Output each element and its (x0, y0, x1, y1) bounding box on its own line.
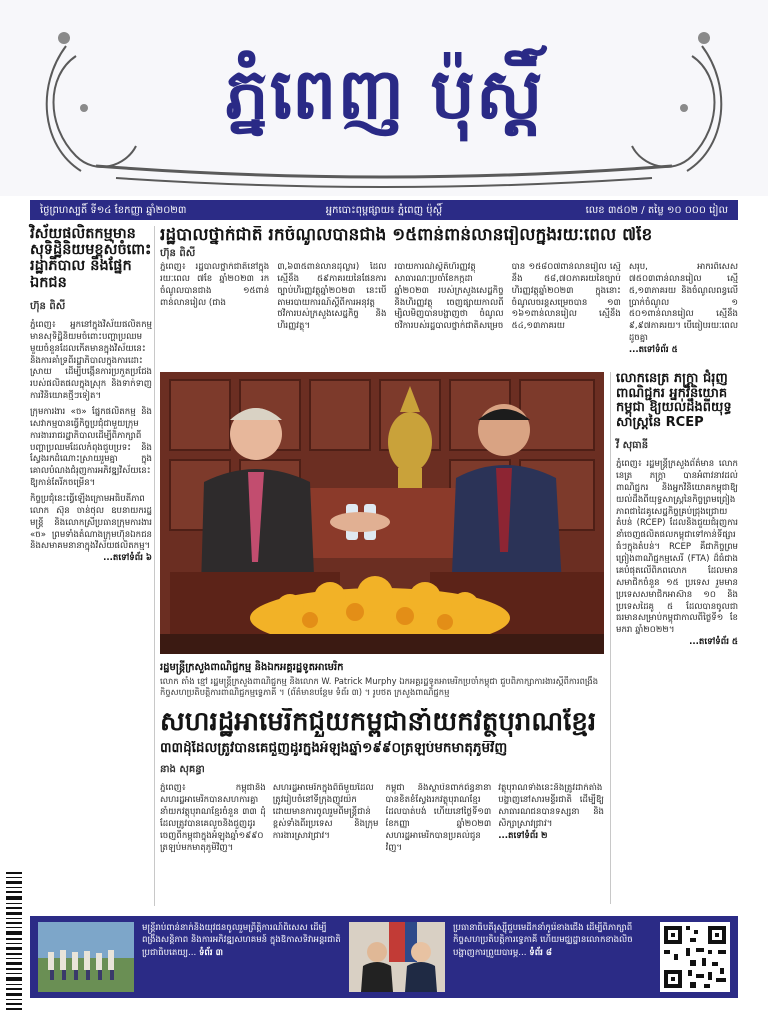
top-story-columns (160, 262, 738, 366)
second-story (160, 708, 604, 908)
left-story-paragraph: ក្រុមការងារ «ច» ផ្នែក​ផលិតកម្ម និង​សេវាកម្ម​បាន​ធ្វើ​កិច្ចប្រជុំ​ជាមួយ​ក្រុមការងារ​រាជរដ្ឋាភិបាល​ដើម្បី​ពិភាក្សា​ពី​បញ្ហា​ប្រឈម​ដែល​កំពុង​ជួប​ប្រទះ និង​ស្វែងរក​ដំណោះស្រាយ​រួមគ្នា ក្នុង​គោលបំណង​ជំរុញ​ការ​អភិវឌ្ឍ​វិស័យ​នេះ​ឱ្យ​កាន់តែ​រីកចម្រើន។ (30, 406, 152, 489)
second-story-column: កម្ពុជា និង​ស្ថាប័ន​ពាក់ព័ន្ធ​នានា​បាន​ខិតខំ​ស្វែងរក​វត្ថុបុរាណ​ខ្មែរ​ដែល​បាត់បង់ ហើយ​នៅ​ថ្ងៃទី១៣ ខែកញ្ញា ឆ្នាំ២០២៣ សហរដ្ឋអាមេរិក​បាន​ប្រគល់​ជូន​វិញ។ (385, 783, 492, 853)
issue-date: ថ្ងៃព្រហស្បតិ៍ ទី១៤ ខែកញ្ញា ឆ្នាំ២០២៣ (40, 204, 187, 216)
top-story-column: ៣,៦៣៥ពាន់លានដុល្លារ) ដែល​ស្មើនឹង ៥៩ភាគរយ​នៃ​ផែនការ​ច្បាប់​ហិរញ្ញវត្ថុ​ឆ្នាំ២០២៣ នេះ​បើ​តាម​របាយការណ៍​ស្ដីពី​ការ​អនុវត្ត​ថវិកា​របស់​ក្រសួង​សេដ្ឋកិច្ច និង​ហិរញ្ញវត្ថុ។ (277, 262, 387, 332)
left-story (30, 226, 152, 906)
top-story-column: បាន ១៥៨០៧ពាន់លានរៀល ស្មើនឹង ៥៨,៧០ភាគរយ​នៃ​ច្បាប់​ហិរញ្ញវត្ថុ​ឆ្នាំ២០២៣ ក្នុង​នោះ​ចំណូល​ចរន្ត​សម្រេច​បាន ១៣ ១៦១ពាន់លានរៀល ស្មើនឹង ៥៤,១៣ភាគរយ (511, 262, 621, 332)
footer-item-1[interactable] (142, 922, 341, 992)
ceremony-thumbnail (38, 922, 134, 992)
second-story-column: ភ្នំពេញ៖ កម្ពុជា​និង​សហរដ្ឋអាមេរិក​បាន​សហការ​គ្នា​នាំ​យក​វត្ថុបុរាណ​ខ្មែរ​ចំនួន ៣៣ ដុំ ដែល​ត្រូវ​បាន​គេ​លួច​និង​ជួញដូរ​ចេញ​ពី​កម្ពុជា​ក្នុង​អំឡុង​ឆ្នាំ១៩៩០ ត្រឡប់​មក​មាតុភូមិ​វិញ។ (160, 783, 266, 853)
right-story-continued-link[interactable]: ...តទៅទំព័រ ៥ (689, 637, 738, 648)
qr-code-icon[interactable] (660, 922, 730, 992)
right-story (616, 372, 738, 904)
top-story-column: របាយការណ៍​ស្ថិតិ​ហិរញ្ញវត្ថុ​សាធារណៈ​ប្រចាំ​ខែកក្កដា ឆ្នាំ២០២៣ របស់​ក្រសួង​សេដ្ឋកិច្ច និង​ហិរញ្ញវត្ថុ ចេញ​ផ្សាយ​កាលពី​ម្សិលមិញ​បាន​បង្ហាញ​ថា ចំណូល​ថវិកា​របស់​រដ្ឋបាលថ្នាក់ជាតិ​សម្រេច (394, 262, 504, 332)
date-bar (30, 200, 738, 220)
footer-item-1-link[interactable]: ទំព័រ ៣ (198, 947, 223, 958)
meeting-photo-image (160, 372, 604, 654)
top-story-headline[interactable]: រដ្ឋបាលថ្នាក់ជាតិ រកចំណូលបានជាង ១៥ពាន់ពាន់លានរៀលក្នុងរយៈពេល ៧ខែ (160, 226, 653, 245)
footer-item-2-text: ប្រធានាធិបតីរុស្ស៊ី​ជួប​មេដឹកនាំ​កូរ៉េខាងជើង ដើម្បី​ពិភាក្សា​ពី​កិច្ចសហប្រតិបត្តិការ​ទ្វេភាគី ហើយ​មជ្ឈដ្ឋាន​លោកខាងលិច​បង្ហាញ​ការ​ព្រួយបារម្ភ... (453, 923, 633, 958)
barcode-icon (4, 868, 24, 1014)
second-story-columns (160, 783, 604, 887)
top-story-column: ភ្នំពេញ៖ រដ្ឋបាលថ្នាក់ជាតិ​នៅ​ក្នុង​រយៈពេល ៧ខែ ឆ្នាំ២០២៣ រកចំណូល​បាន​ជាង ១៥ពាន់ពាន់លានរៀល (ជាង (160, 262, 270, 308)
second-story-continued-link[interactable]: ...តទៅទំព័រ ២ (498, 830, 548, 841)
left-story-headline[interactable]: វិស័យ​ផលិតកម្ម​មាន​សុទិដ្ឋិនិយម​ខ្ពស់​ចំពោះ​រដ្ឋាភិបាល និង​ផ្នែក​ឯកជន (30, 226, 152, 291)
footer-thumbnail-1[interactable] (38, 922, 134, 992)
footer-band (30, 916, 738, 998)
qr-code-graphic (660, 922, 730, 992)
right-story-body: ភ្នំពេញ៖ រដ្ឋមន្ត្រី​ក្រសួង​ព័ត៌មាន លោក នេត្រ ភក្ត្រា បាន​អំពាវនាវ​ដល់​ពាណិជ្ជករ និង​អ្នក​វិនិយោគ​កម្ពុជា​ឱ្យ​យល់ដឹង​ពី​យុទ្ធសាស្ត្រ​នៃ​កិច្ចព្រមព្រៀង​ភាពជាដៃគូ​សេដ្ឋកិច្ច​គ្រប់ជ្រុងជ្រោយ​តំបន់ (RCEP) ដែល​និង​ជួយ​ជំរុញ​ការ​នាំចេញ​ផលិតផល​កម្ពុជា​ទៅ​កាន់​ទីផ្សារ​ធំៗ​ក្នុង​តំបន់។ RCEP គឺ​ជា​កិច្ចព្រមព្រៀង​ពាណិជ្ជកម្ម​សេរី (FTA) ដ៏​ធំ​ជាង​គេ​បំផុត​លើ​ពិភពលោក ដែល​មាន​សមាជិក​ចំនួន ១៥ ប្រទេស រួមមាន​ប្រទេស​សមាជិក​អាស៊ាន ១០ និង​ប្រទេស​ដៃគូ ៥ ដែល​បាន​ចូល​ជា​ធរមាន​សម្រាប់​កម្ពុជា​កាលពី​ថ្ងៃទី១ ខែមករា ឆ្នាំ២០២២។ (616, 459, 738, 636)
second-story-column: វត្ថុបុរាណ​ទាំង​នេះ​នឹង​ត្រូវ​ដាក់​តាំង​បង្ហាញ​នៅ​សារមន្ទីរ​ជាតិ ដើម្បី​ឱ្យ​សាធារណជន​បាន​ទស្សនា និង​សិក្សា​ស្រាវជ្រាវ។ (498, 783, 604, 829)
issue-price: លេខ ៣៥០២ / តម្លៃ ១០ ០០០ រៀល (585, 204, 728, 216)
footer-item-2[interactable] (453, 922, 652, 992)
second-story-headline[interactable]: សហរដ្ឋអាមេរិកជួយកម្ពុជានាំយកវត្ថុបុរាណខ្មែរ (160, 708, 597, 737)
column-divider (154, 226, 155, 906)
footer-item-2-link[interactable]: ទំព័រ ៨ (529, 947, 552, 958)
left-story-byline: ហ៊ុន ពិសី (30, 300, 66, 312)
left-story-paragraph: ភ្នំពេញ៖ អ្នក​នៅ​ក្នុង​វិស័យ​ផលិតកម្ម​មាន​សុទិដ្ឋិនិយម​ចំពោះ​បញ្ហា​ប្រឈម​មួយ​ចំនួន​ដែល​កើត​មាន​ក្នុង​វិស័យ​នេះ និង​ការ​គាំទ្រ​ពី​រដ្ឋាភិបាល​ក្នុង​ការ​ដោះស្រាយ ដើម្បី​បង្កើន​ការ​ប្រកួតប្រជែង​របស់​ផលិតផល​ក្នុងស្រុក និង​ទាក់ទាញ​ការ​វិនិយោគ​ថ្មីៗ​ទៀត។ (30, 319, 152, 402)
right-story-byline: វី សុធានី (616, 440, 649, 452)
second-story-byline: នាង សុគន្ធា (160, 764, 205, 776)
footer-item-1-text: មន្ត្រី​រាប់ពាន់​នាក់​និង​យុវជន​ចូលរួម​ព្រឹត្តិការណ៍​ពិសេស ដើម្បី​ពង្រឹង​សន្តិភាព និង​ការ​អភិវឌ្ឍ​សហគមន៍ ក្នុង​ឱកាស​ទិវា​អន្តរជាតិ​ប្រជាធិបតេយ្យ... (142, 923, 341, 958)
meeting-photo[interactable] (160, 372, 604, 654)
right-story-headline[interactable]: លោកនេត្រ ភក្ត្រា ជំរុញពាណិជ្ជករ អ្នកវិនិយោគកម្ពុជា ឱ្យយល់ដឹងពីយុទ្ធសាស្ត្រនៃ RCEP (616, 371, 732, 430)
photo-caption-title: រដ្ឋមន្ត្រីក្រសួងពាណិជ្ជកម្ម និងឯកអគ្គរដ្ឋទូតអាមេរិក (160, 662, 344, 673)
leaders-thumbnail (349, 922, 445, 992)
publisher-line: អ្នកបោះពុម្ពផ្សាយ៖ ភ្នំពេញ ប៉ុស្តិ៍ (325, 204, 443, 216)
top-story-byline: ហ៊ុន ពិសី (160, 248, 196, 259)
top-story-column: សរុប, អាករ​ពិសេស ៧៥០៣ពាន់លានរៀល ស្មើ ៥,១៣ភាគរយ និង​ចំណូល​ពន្ធ​លើ​ប្រាក់ចំណូល ១ ៥០១ពាន់លានរៀល ស្មើនឹង ៩,៩៧ភាគរយ។ បើ​ធៀប​រយៈពេល​ដូចគ្នា (628, 262, 739, 344)
left-story-paragraph: កិច្ចប្រជុំ​នេះ​ធ្វើ​ឡើង​ក្រោម​អធិបតីភាព​លោក ស៊ុន ចាន់ថុល ឧបនាយករដ្ឋមន្ត្រី និង​លោក​ស្រី​ប្រធាន​ក្រុមការងារ «ច» ព្រមទាំង​តំណាង​ក្រុមហ៊ុន​ឯកជន និង​សមាគម​នានា​ក្នុង​វិស័យ​ផលិតកម្ម។ (30, 493, 152, 552)
masthead-title: ភ្នំពេញ ប៉ុស្តិ៍ (224, 52, 544, 135)
top-story-last-column (629, 262, 738, 366)
masthead (0, 0, 768, 196)
top-story-continued-link[interactable]: ...តទៅទំព័រ ៥ (628, 345, 678, 356)
photo-caption-body: លោក តាំង ខ្មៅ រដ្ឋមន្ត្រី​ក្រសួង​ពាណិជ្ជកម្ម និង​លោក W. Patrick Murphy ឯកអគ្គរដ្ឋទូត​អាមេរិក​ប្រចាំ​កម្ពុជា ជួប​ពិភាក្សា​ការងារ​ស្ដីពី​ការ​ពង្រឹង​កិច្ចសហប្រតិបត្តិការ​ពាណិជ្ជកម្ម​ទ្វេភាគី ។ (ព័ត៌មានបន្ថែម ទំព័រ ៣) ។ រូបថត ក្រសួងពាណិជ្ជកម្ម (160, 676, 599, 698)
footer-thumbnail-2[interactable] (349, 922, 445, 992)
column-divider (610, 372, 611, 904)
second-story-column: សហរដ្ឋអាមេរិក​ក្នុង​ពិធី​មួយ​ដែល​ត្រូវ​រៀបចំ​នៅ​ទីក្រុង​ញូវយ៉ក ដោយ​មាន​ការ​ចូលរួម​ពី​មន្ត្រី​ជាន់ខ្ពស់​ទាំង​ពីរ​ប្រទេស និង​ក្រុមការងារ​ស្រាវជ្រាវ។ (272, 783, 379, 841)
top-story (160, 226, 738, 362)
left-story-continued-link[interactable]: ...តទៅទំព័រ ៦ (103, 553, 152, 564)
second-story-subheadline: ៣៣ដុំដែលត្រូវបានគេជួញដូរក្នុងអំឡុងឆ្នាំ១៩៩០ត្រឡប់មកមាតុភូមិវិញ (160, 741, 508, 757)
second-story-last-column (498, 783, 604, 887)
